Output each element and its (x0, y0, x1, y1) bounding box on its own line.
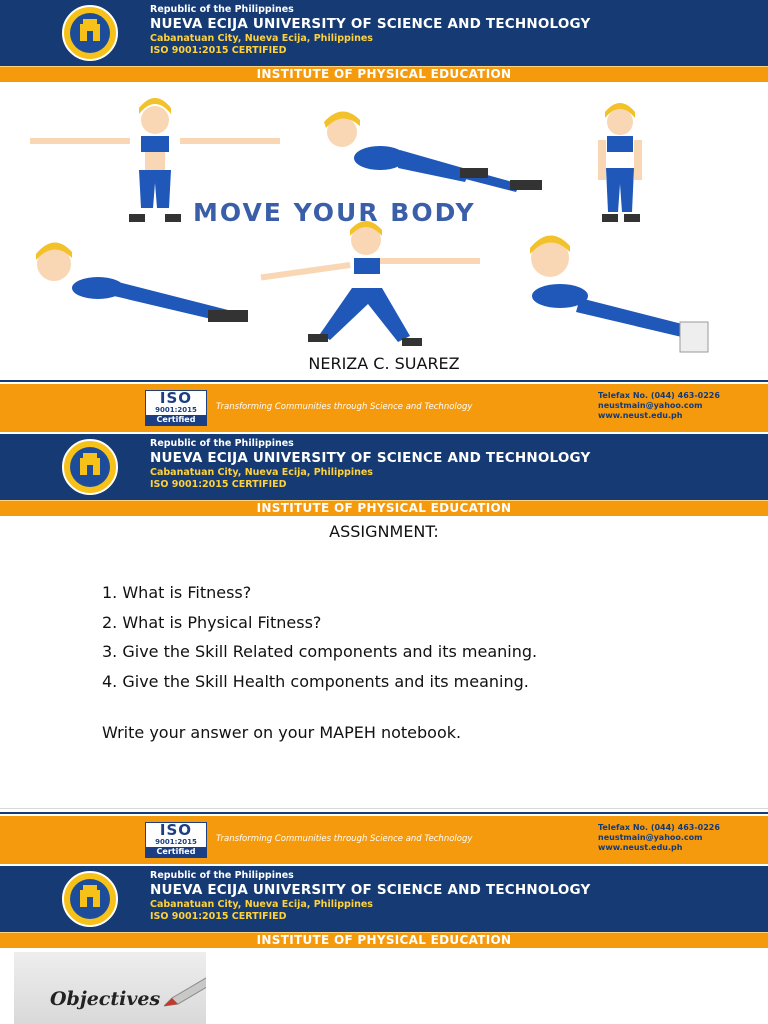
institute-label: INSTITUTE OF PHYSICAL EDUCATION (256, 501, 512, 515)
header-text (150, 4, 591, 57)
assignment-item: 4. Give the Skill Health components and its meaning. (102, 671, 529, 691)
slide1-header (0, 0, 768, 84)
figure-situp-right (530, 235, 708, 352)
email-label: neustmain@yahoo.com (598, 833, 703, 842)
header-text (150, 438, 591, 491)
assignment-note: Write your answer on your MAPEH notebook. (102, 723, 462, 742)
location-label: Cabanatuan City, Nueva Ecija, Philippines (150, 33, 373, 44)
slide2-footer (0, 816, 768, 864)
iso-badge-number: 9001:2015 (155, 838, 197, 846)
footer-contact (598, 391, 720, 421)
university-name: NUEVA ECIJA UNIVERSITY OF SCIENCE AND TECHNOLOGY (150, 450, 591, 466)
telefax-label: Telefax No. (044) 463-0226 (598, 391, 720, 400)
university-seal-icon (48, 870, 132, 928)
figure-standing (598, 103, 642, 222)
footer-tagline: Transforming Communities through Science and Technology (216, 834, 473, 844)
iso-badge (145, 822, 207, 858)
republic-label: Republic of the Philippines (150, 4, 294, 15)
figure-situp-top (324, 111, 542, 192)
iso-label: ISO 9001:2015 CERTIFIED (150, 911, 287, 922)
header-text (150, 870, 591, 923)
assignment-title: ASSIGNMENT: (329, 522, 439, 541)
footer-divider (0, 380, 768, 382)
university-name: NUEVA ECIJA UNIVERSITY OF SCIENCE AND TECHNOLOGY (150, 882, 591, 898)
institute-stripe (0, 932, 768, 948)
assignment-list (102, 578, 537, 696)
slide3-header (0, 866, 768, 950)
assignment-item: 3. Give the Skill Related components and its meaning. (102, 642, 538, 661)
location-label: Cabanatuan City, Nueva Ecija, Philippines (150, 467, 373, 478)
assignment-item: 1. What is Fitness? (102, 583, 252, 602)
republic-label: Republic of the Philippines (150, 870, 294, 881)
figure-situp-left (36, 242, 248, 322)
slide1-footer (0, 384, 768, 432)
exercise-illustration (20, 98, 748, 360)
footer-divider (0, 812, 768, 814)
institute-label: INSTITUTE OF PHYSICAL EDUCATION (256, 67, 512, 81)
slide-separator (0, 808, 768, 809)
university-seal-icon (48, 438, 132, 496)
website-label: www.neust.edu.ph (598, 843, 683, 852)
objectives-image (14, 952, 206, 1024)
iso-label: ISO 9001:2015 CERTIFIED (150, 45, 287, 56)
assignment-item: 2. What is Physical Fitness? (102, 612, 322, 632)
iso-badge (145, 390, 207, 426)
slide2-header (0, 434, 768, 518)
objectives-label: Objectives (50, 988, 161, 1010)
iso-badge-number: 9001:2015 (155, 406, 197, 414)
institute-stripe (0, 500, 768, 516)
footer-contact (598, 823, 720, 853)
pencil-icon (164, 970, 206, 1010)
iso-badge-certified: Certified (146, 847, 206, 857)
move-your-body-heading: MOVE YOUR BODY (193, 198, 476, 227)
telefax-label: Telefax No. (044) 463-0226 (598, 823, 720, 832)
email-label: neustmain@yahoo.com (598, 401, 703, 410)
university-name: NUEVA ECIJA UNIVERSITY OF SCIENCE AND TECHNOLOGY (150, 16, 591, 32)
location-label: Cabanatuan City, Nueva Ecija, Philippines (150, 899, 373, 910)
author-name: NERIZA C. SUAREZ (308, 354, 460, 373)
footer-tagline: Transforming Communities through Science and Technology (216, 402, 473, 412)
website-label: www.neust.edu.ph (598, 411, 683, 420)
institute-label: INSTITUTE OF PHYSICAL EDUCATION (256, 933, 512, 947)
institute-stripe (0, 66, 768, 82)
figure-stretch (261, 221, 480, 346)
iso-badge-certified: Certified (146, 415, 206, 425)
republic-label: Republic of the Philippines (150, 438, 294, 449)
university-seal-icon (48, 4, 132, 62)
iso-label: ISO 9001:2015 CERTIFIED (150, 479, 287, 490)
iso-badge-title: ISO (159, 821, 193, 839)
iso-badge-title: ISO (159, 389, 193, 407)
